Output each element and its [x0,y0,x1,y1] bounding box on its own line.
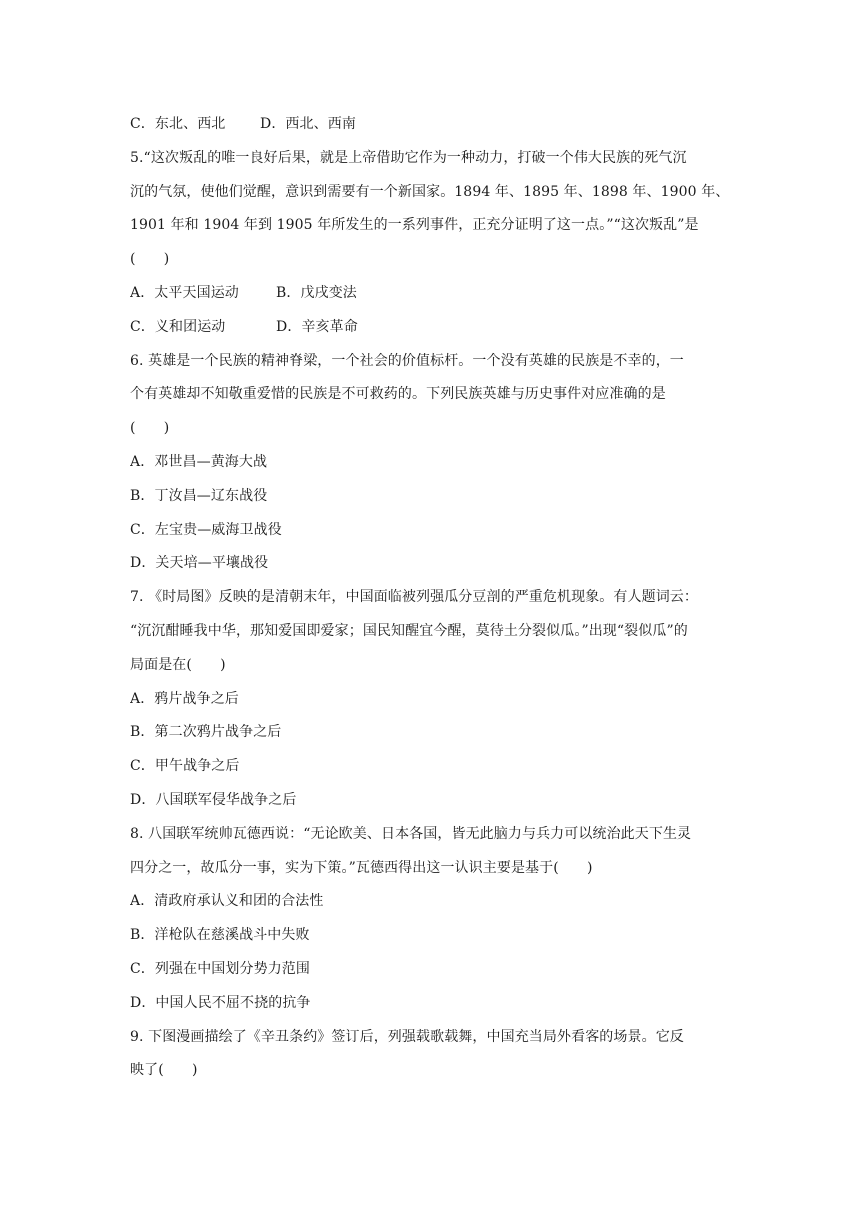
text-line: 1901 年和 1904 年到 1905 年所发生的一系列事件，正充分证明了这一点。”“这次叛乱”是 [130,217,699,234]
text-line: A．邓世昌—黄海大战 [130,453,268,470]
text-line: C．列强在中国划分势力范围 [130,960,311,977]
text-line: D．中国人民不屈不挠的抗争 [130,994,311,1011]
text-line: D．八国联军侵华战争之后 [130,791,297,808]
text-line: 四分之一，故瓜分一事，实为下策。”瓦德西得出这一认识主要是基于( ) [130,859,593,876]
option-text: B．戊戌变法 [276,284,357,301]
document-page [130,108,730,1088]
option-text: A．太平天国运动 [130,284,239,301]
text-line: C．左宝贵—威海卫战役 [130,521,282,538]
text-line: 5.“这次叛乱的唯一良好后果，就是上帝借助它作为一种动力，打破一个伟大民族的死气沉 [130,149,687,166]
text-line: 局面是在( ) [130,656,226,673]
text-line: A．清政府承认义和团的合法性 [130,893,324,910]
text-line: 个有英雄却不知敬重爱惜的民族是不可救药的。下列民族英雄与历史事件对应准确的是 [130,386,666,403]
option-row [130,311,730,345]
text-line: D．关天培—平壤战役 [130,555,269,572]
option-row [130,277,730,311]
text-line: 映了( ) [130,1062,198,1079]
text-line: A．鸦片战争之后 [130,690,239,707]
text-line: 沉的气氛，使他们觉醒，意识到需要有一个新国家。1894 年、1895 年、1898 年、1900 年、 [130,183,730,200]
text-line: B．洋枪队在慈溪战斗中失败 [130,927,310,944]
text-line: 7. 《时局图》反映的是清朝末年，中国面临被列强瓜分豆剖的严重危机现象。有人题词云： [130,589,699,606]
option-text: C．东北、西北 [130,116,226,132]
option-text: D．辛亥革命 [276,318,358,335]
text-line: B．丁汝昌—辽东战役 [130,487,268,504]
option-text: C．义和团运动 [130,318,226,335]
text-line: C．甲午战争之后 [130,758,240,775]
text-line: ( ) [130,420,170,437]
text-line: 6. 英雄是一个民族的精神脊梁，一个社会的价值标杆。一个没有英雄的民族是不幸的，一 [130,352,684,369]
text-line: B．第二次鸦片战争之后 [130,724,282,741]
option-text: D．西北、西南 [260,116,356,132]
text-line: 8. 八国联军统帅瓦德西说：“无论欧美、日本各国，皆无此脑力与兵力可以统治此天下生灵 [130,825,692,842]
text-line: 9. 下图漫画描绘了《辛丑条约》签订后，列强载歌载舞，中国充当局外看客的场景。它反 [130,1028,684,1045]
text-line: “沉沉酣睡我中华，那知爱国即爱家；国民知醒宜今醒，莫待土分裂似瓜。”出现“裂似瓜”的 [130,622,688,639]
text-line: ( ) [130,251,170,268]
option-row [130,108,730,142]
